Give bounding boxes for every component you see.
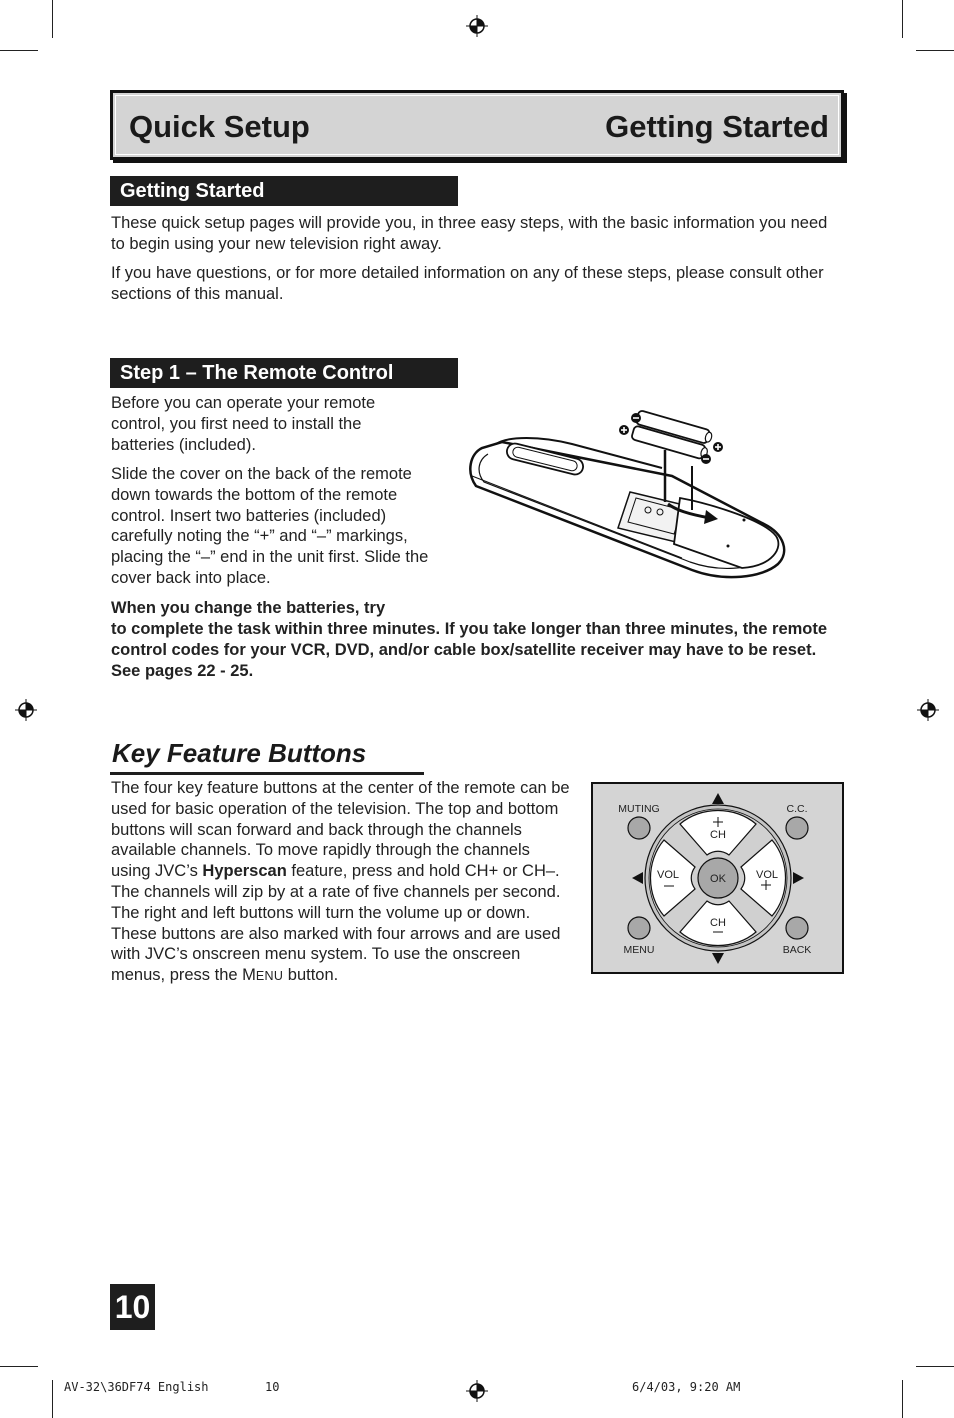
getting-started-paragraph-1: These quick setup pages will provide you, in three easy steps, with the basic information you need to begin using your new television right away. (111, 214, 828, 253)
header-title-right: Getting Started (605, 109, 829, 144)
key-feature-buttons-diagram (591, 782, 844, 974)
menu-button-icon (628, 917, 650, 939)
cc-button-icon (786, 817, 808, 839)
footer-file-name: AV-32\36DF74 English (64, 1380, 209, 1394)
section-heading-getting-started: Getting Started (110, 176, 458, 206)
crop-mark (0, 1366, 38, 1367)
crop-mark (902, 0, 903, 38)
remote-battery-illustration (462, 406, 792, 584)
getting-started-paragraph-2: If you have questions, or for more detailed information on any of these steps, please consult other sections of this manual. (111, 264, 824, 303)
registration-mark-icon (917, 699, 939, 721)
footer-page: 10 (265, 1380, 280, 1394)
key-feature-title-underline (110, 772, 424, 775)
muting-label: MUTING (618, 803, 660, 815)
muting-button-icon (628, 817, 650, 839)
footer-date: 6/4/03, 9:20 AM (632, 1380, 741, 1394)
registration-mark-icon (15, 699, 37, 721)
key-feature-text-b: feature, press and hold CH+ or CH–. The channels will zip by at a rate of five channels per second. The right and left buttons will turn the volume up or down. These buttons are also marked with four arrows and are used with JVC’s onscreen menu system. To use the onscreen menus, press the (111, 862, 561, 985)
back-button-icon (786, 917, 808, 939)
key-feature-text-a: The four key feature buttons at the center of the remote can be used for basic operation of the television. The top and bottom buttons will scan forward and back through the channels available channels. To move rapidly through the channels using JVC’s (111, 779, 570, 881)
menu-label: MENU (623, 944, 655, 956)
step1-warning-text: to complete the task within three minutes. If you take longer than three minutes, the remote control codes for your VCR, DVD, and/or cable box/satellite receiver may have to be reset. See pages 22 - 25. (111, 620, 828, 680)
menu-word-initial: M (242, 966, 256, 985)
key-feature-paragraph (111, 778, 573, 987)
header-title-left: Quick Setup (129, 109, 310, 144)
crop-mark (52, 1380, 53, 1418)
crop-mark (916, 50, 954, 51)
step1-warning-line-1: When you change the batteries, try (111, 599, 386, 617)
menu-word-smallcaps: ENU (255, 969, 284, 984)
vol-up-label: VOL (755, 869, 779, 881)
crop-mark (52, 0, 53, 38)
hyperscan-term: Hyperscan (202, 862, 287, 881)
registration-mark-icon (466, 1380, 488, 1402)
step1-paragraph-2: Slide the cover on the back of the remote down towards the bottom of the remote control. Insert two batteries (included) carefully noting the “+” and “–” markings, placing the “–” end in the unit first. Slide the cover back into place. (111, 465, 429, 587)
registration-mark-icon (466, 15, 488, 37)
page-header (110, 90, 844, 160)
key-feature-text-c: button. (283, 966, 339, 985)
step1-paragraph-1: Before you can operate your remote control, you first need to install the batteries (included). (111, 394, 376, 454)
cc-label: C.C. (786, 803, 808, 815)
crop-mark (916, 1366, 954, 1367)
page-number: 10 (110, 1284, 155, 1330)
crop-mark (0, 50, 38, 51)
ch-up-label: CH (710, 829, 726, 841)
back-label: BACK (782, 944, 812, 956)
crop-mark (902, 1380, 903, 1418)
section-heading-step-1: Step 1 – The Remote Control (110, 358, 458, 388)
ok-label: OK (710, 873, 726, 885)
ch-down-label: CH (710, 917, 726, 929)
key-feature-title: Key Feature Buttons (112, 738, 367, 768)
vol-down-label: VOL (656, 869, 680, 881)
